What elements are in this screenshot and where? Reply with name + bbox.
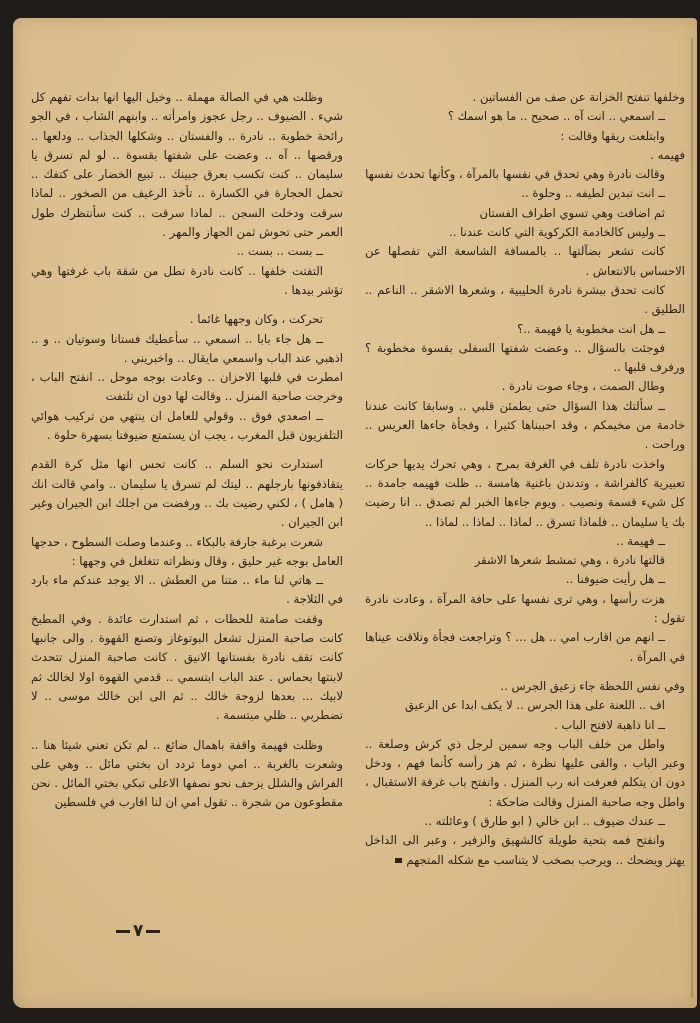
paragraph — [365, 551, 685, 570]
paragraph-text: هزت رأسها ، وهي ترى نفسها على حافة المرآة ، وعادت نادرة تقول : — [365, 591, 685, 626]
paragraph — [365, 165, 685, 184]
section-break — [31, 445, 343, 455]
paragraph — [365, 716, 685, 735]
paragraph-text: ــ انت تبدين لطيفه .. وحلوة .. — [521, 186, 665, 201]
paragraph-text: فوجئت بالسؤال .. وعضت شفتها السفلى بقسوة مخطوبة ؟ ورفرف قلبها .. — [365, 340, 685, 375]
paragraph-text: وطال الصمت ، وجاء صوت نادرة . — [501, 379, 665, 394]
paragraph-text: وظلت فهيمة واقفة باهمال ضائع .. لم تكن تعني شيئا هنا .. وشعرت بالغربة .. امي دوما تردد ان بختي مائل .. وهي على الفراش والشلل يزحف نحو نصفها الاعلى تبكي بختي المائل . نحن مقطوعون من شجرة .. تقول امي ان لنا اقارب في فلسطين — [31, 737, 343, 810]
paragraph — [31, 407, 343, 446]
magazine-page — [13, 18, 697, 1008]
paragraph-text: ــ انهم من اقارب امي .. هل ... ؟ وتراجعت فجأة وتلاقت عيناها في المرآة . — [365, 630, 685, 664]
paragraph-text: وفي نفس اللحظة جاء زعيق الجرس .. — [500, 678, 685, 693]
paragraph — [365, 735, 685, 812]
page-number-dash — [146, 930, 160, 933]
paragraph — [31, 262, 343, 301]
paragraph-text: ــ عندك ضيوف .. ابن خالي ( ابو طارق ) وعائلته .. — [424, 813, 665, 828]
paragraph — [31, 88, 343, 242]
paragraph — [31, 330, 343, 369]
paragraph-text: ــ فهيمة .. — [616, 533, 665, 548]
paragraph-text: واطل من خلف الباب وجه سمين لرجل ذي كرش وصلعة .. وعبر الباب ، والقى عليها نظرة ، ثم هز رأسه كأنما فهم ، ودخل دون ان يتكلم فعرفت انه رب المنزل . وانفتح باب غرفة الاستقبال ، واطل وجه صاحبة المنزل وقالت ضاحكة : — [365, 736, 685, 809]
right-text-column — [365, 88, 685, 870]
section-break — [365, 667, 685, 677]
paragraph — [31, 368, 343, 407]
paragraph-text: وظلت هي في الصالة مهملة .. وخيل اليها انها بدات تفهم كل شيء . الضيوف .. رجل عجوز وامرأته .. وابنهم الشاب ، في الجو رائحة خطوبة .. نادرة .. والفستان .. وشكلها الجذاب .. ودلعها .. ورقصها .. آه .. وعضت على شفتها بقسوة .. لو لم تسرق يا سليمان .. كنت تكسب بعرق جبينك .. تبيع الخضار على كتفك .. تحمل الحجارة في الكسارة .. تأخذ الرغيف من الصخور .. لماذا سرقت ودخلت السجن .. لماذا سرقت .. كنت سأنتظرك طول العمر حتى تحوش ثمن الجهاز والمهر . — [31, 90, 343, 240]
paragraph — [365, 812, 685, 831]
paragraph-text: ثم اضافت وهي تسوي اطراف الفستان — [479, 205, 665, 220]
paragraph — [365, 107, 685, 126]
paragraph — [365, 242, 685, 281]
paragraph — [31, 455, 343, 532]
paragraph-text: ــ هل جاء بابا .. اسمعي .. سأعطيك فستانا وسوتيان .. و .. اذهبي عند الباب واسمعي مايقال .. واخبريني . — [31, 331, 343, 365]
paragraph — [365, 696, 685, 715]
paragraph — [365, 532, 685, 551]
paragraph — [31, 533, 343, 572]
paragraph — [31, 242, 343, 261]
paragraph — [365, 677, 685, 696]
paragraph — [31, 736, 343, 813]
paragraph — [365, 281, 685, 320]
paragraph — [365, 146, 685, 165]
paragraph — [365, 377, 685, 396]
paragraph — [365, 127, 685, 146]
paragraph-text: ــ وليس كالخادمة الكركوية التي كانت عندنا .. — [449, 225, 665, 240]
page-number-value: ٧ — [133, 921, 144, 941]
paragraph — [365, 628, 685, 667]
paragraph-text: وانفتح فمه بتحية طويلة كالشهيق والزفير ، وعبر الى الداخل يهتز ويضحك .. ويرحب بصخب لا يتناسب مع شكله المتجهم — [365, 833, 685, 867]
paragraph-text: ــ بست .. بست .. — [236, 244, 323, 259]
paragraph — [365, 204, 685, 223]
paragraph-text: وقفت صامتة للحظات ، ثم استدارت عائدة . وفي المطبخ كانت صاحبة المنزل تشعل البوتوغاز وتصنع القهوة . والى جانبها كانت تقف نادرة بفستانها الانيق . كانت صاحبة المنزل تتحدث لابنتها بحماس . عند الباب ابتسمي .. قدمي القهوة اولا لخالك ثم لابيك ... بعدها لزوجة خالك .. ثم الى ابن خالك موسى .. لا تضطربي .. ظلي مبتسمة . — [31, 611, 343, 723]
paragraph-text: شعرت برغبة جارفة بالبكاء .. وعندما وصلت السطوح ، حدجها العامل بوجه غير حليق ، وقال ونظراته تتغلغل في وجهها : — [31, 534, 343, 568]
paragraph-text: ــ هل انت مخطوبة يا فهيمة ..؟ — [517, 321, 665, 336]
paragraph-text: وقالت نادرة وهي تحدق في نفسها بالمرآة ، وكأنها تحدث نفسها — [365, 167, 665, 182]
left-text-column — [31, 88, 343, 813]
paragraph-text: ــ هاتي لنا ماء .. متنا من العطش .. الا يوجد عندكم ماء بارد في الثلاجة . — [31, 573, 343, 607]
paragraph-text: ــ سألتك هذا السؤال حتى يطمئن قلبي .. وسابقا كانت عندنا خادمة من مخيمكم ، وقد احببناها كثيرا ، وفجأة جاءها العريس .. وراحت . — [365, 398, 685, 452]
paragraph — [31, 310, 343, 329]
paragraph-text: ــ اسمعي .. انت آه .. صحيح .. ما هو اسمك ؟ — [447, 109, 665, 124]
paragraph — [365, 831, 685, 870]
paragraph — [365, 455, 685, 532]
paragraph-text: امطرت في قلبها الاحزان .. وعادت بوجه موحل .. انفتح الباب ، وخرجت صاحبة المنزل .. وقالت لها دون ان تلتفت — [31, 370, 343, 404]
section-break — [31, 726, 343, 736]
section-break — [31, 300, 343, 310]
paragraph-text: واخذت نادرة تلف في الغرفة بمرح ، وهي تحرك يديها حركات تعبيرية كالفراشة ، وتدندن باغنية هامسة .. ظلت فهيمه جامدة .. كل شيء قسمة ونصيب . ويوم جاءها الخبر لم تصدق .. انا رضيت بك يا سليمان .. فلماذا تسرق .. لماذا .. لماذا .. لماذا .. — [365, 456, 685, 529]
paragraph-text: كانت تشعر بضآلتها .. بالمسافة الشاسعة التي تفصلها عن الاحساس بالانتعاش . — [365, 244, 685, 278]
paragraph-text: وخلفها تنفتح الخزانة عن صف من الفساتين . — [472, 90, 685, 104]
paragraph-text: تحركت ، وكان وجهها غائما . — [189, 312, 323, 327]
paragraph-text: اف .. اللعنة على هذا الجرس .. لا يكف ابدا عن الزعيق — [404, 698, 665, 713]
paragraph — [365, 397, 685, 455]
paragraph — [365, 184, 685, 203]
page-number-dash — [116, 930, 130, 933]
paragraph — [31, 610, 343, 726]
paragraph-text: استدارت نحو السلم .. كانت تحس انها مثل كرة القدم يتقاذفونها بارجلهم .. ليتك لم تسرق يا سليمان .. وامي قالت انك ( هامل ) ، لكني رضيت بك .. ورفضت من اجلك ابن الجيران وغير ابن الجيران . — [31, 457, 343, 530]
paragraph-text: كانت تحدق ببشرة نادرة الحليبية ، وشعرها الاشقر .. الناعم .. الطليق . — [365, 282, 685, 317]
paragraph-text: قالتها نادرة ، وهي تمشط شعرها الاشقر — [474, 553, 665, 568]
paragraph — [365, 320, 685, 339]
paragraph-text: ــ هل رأيت ضيوفنا .. — [565, 572, 665, 587]
paragraph-text: ــ انا ذاهبة لافتح الباب . — [554, 717, 665, 732]
paragraph — [365, 590, 685, 629]
paragraph-text: التفتت خلفها .. كانت نادرة تطل من شقة باب غرفتها وهي تؤشر بيدها . — [31, 263, 343, 297]
paragraph — [365, 223, 685, 242]
end-of-story-mark-icon — [395, 858, 402, 863]
paragraph — [365, 88, 685, 107]
paragraph-text: فهيمه . — [650, 147, 685, 162]
page-number — [113, 921, 163, 941]
page-spine-shadow — [690, 38, 693, 998]
paragraph-text: وابتلعت ريقها وقالت : — [560, 128, 665, 143]
paragraph-text: ــ اصعدي فوق .. وقولي للعامل ان ينتهي من تركيب هوائي التلفزيون قبل المغرب ، يجب ان يستمتع ضيوفنا بسهرة حلوة . — [31, 408, 343, 443]
paragraph — [31, 571, 343, 610]
paragraph — [365, 339, 685, 378]
paragraph — [365, 570, 685, 589]
